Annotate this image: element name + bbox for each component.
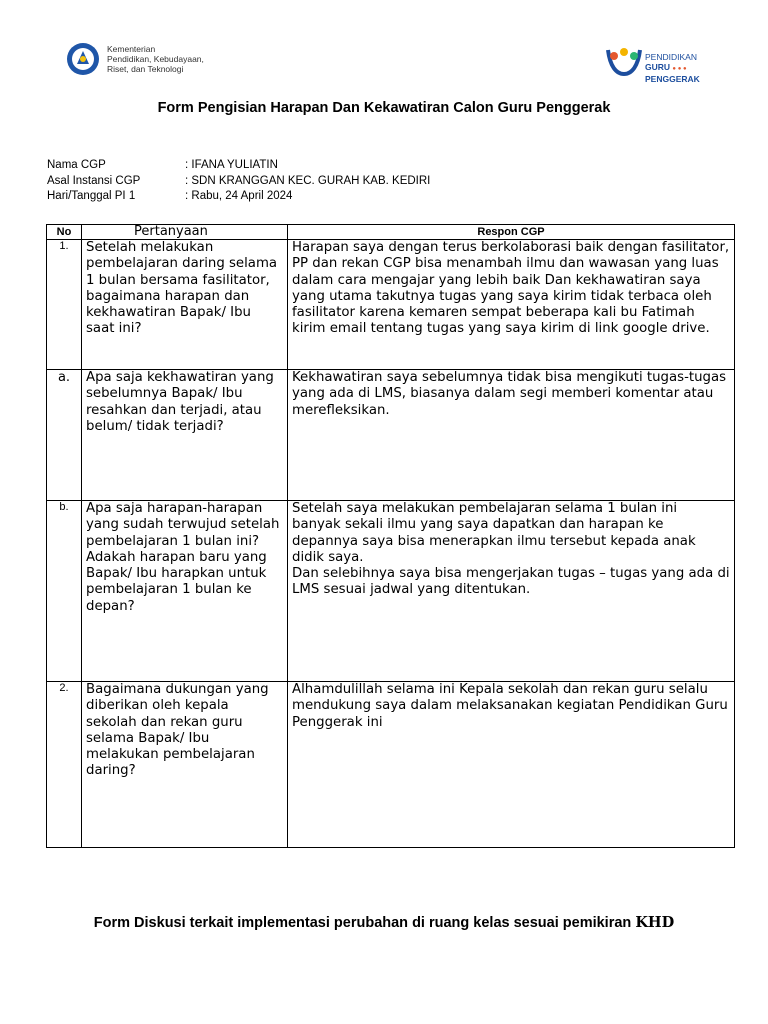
row-question: Apa saja harapan-harapan yang sudah terwujud setelah pembelajaran 1 bulan ini? Adakah harapan baru yang Bapak/ Ibu harapkan untuk pembelajaran 1 bulan ke depan? xyxy=(82,501,288,682)
meta-row: Asal Instansi CGP : SDN KRANGGAN KEC. GURAH KAB. KEDIRI xyxy=(47,174,431,187)
table-row xyxy=(47,501,735,682)
row-question: Setelah melakukan pembelajaran daring selama 1 bulan bersama fasilitator, bagaimana harapan dan kekhawatiran Bapak/ Ibu saat ini? xyxy=(82,240,288,370)
participant-info xyxy=(47,158,430,205)
header-response: Respon CGP xyxy=(288,225,735,240)
meta-row: Nama CGP : IFANA YULIATIN xyxy=(47,159,278,171)
guru-penggerak-logo-icon xyxy=(604,44,644,78)
row-response: Harapan saya dengan terus berkolaborasi baik dengan fasilitator, PP dan rekan CGP bisa menambah ilmu dan wawasan yang luas dalam cara mengajar yang lebih baik Dan kekhawatiran saya yang utama takutnya tugas yang saya kirim tidak terbaca oleh fasilitator karena kemaren sempat beberapa kali bu Fatimah kirim email tentang tugas yang saya kirim di link google drive. xyxy=(288,240,735,370)
table-row xyxy=(47,682,735,848)
table-row xyxy=(47,370,735,501)
program-name: PENDIDIKAN GURU ● ● ● PENGGERAK xyxy=(645,52,700,84)
meta-row: Hari/Tanggal PI 1 : Rabu, 24 April 2024 xyxy=(47,190,293,202)
row-question: Apa saja kekhawatiran yang sebelumnya Bapak/ Ibu resahkan dan terjadi, atau belum/ tidak terjadi? xyxy=(82,370,288,501)
table-header-row xyxy=(47,225,735,240)
tut-wuri-handayani-logo-icon xyxy=(66,42,100,76)
row-number: 2. xyxy=(47,682,82,848)
header-no: No xyxy=(47,225,82,240)
row-response: Kekhawatiran saya sebelumnya tidak bisa mengikuti tugas-tugas yang ada di LMS, biasanya dalam segi memberi komentar atau merefleksikan. xyxy=(288,370,735,501)
form-title: Form Pengisian Harapan Dan Kekawatiran Calon Guru Penggerak xyxy=(157,100,611,116)
header-question: Pertanyaan xyxy=(82,225,288,240)
row-number: b. xyxy=(47,501,82,682)
ministry-name: Kementerian Pendidikan, Kebudayaan, Riset, dan Teknologi xyxy=(107,44,204,74)
table-row xyxy=(47,240,735,370)
row-number: 1. xyxy=(47,240,82,370)
row-response: Alhamdulillah selama ini Kepala sekolah dan rekan guru selalu mendukung saya dalam melaksanakan kegiatan Pendidikan Guru Penggerak ini xyxy=(288,682,735,848)
row-number: a. xyxy=(47,370,82,501)
row-question: Bagaimana dukungan yang diberikan oleh kepala sekolah dan rekan guru selama Bapak/ Ibu melakukan pembelajaran daring? xyxy=(82,682,288,848)
row-response: Setelah saya melakukan pembelajaran selama 1 bulan ini banyak sekali ilmu yang saya dapatkan dan harapan ke depannya saya bisa menerapkan ilmu tersebut kepada anak didik saya. Dan selebihnya saya bisa mengerjakan tugas – tugas yang ada di LMS sesuai jadwal yang ditentukan. xyxy=(288,501,735,682)
question-table xyxy=(46,224,735,848)
dots-icon: ● ● ● xyxy=(672,66,687,72)
footer-title: Form Diskusi terkait implementasi perubahan di ruang kelas sesuai pemikiran KHD xyxy=(93,914,675,931)
document-header xyxy=(0,28,768,98)
